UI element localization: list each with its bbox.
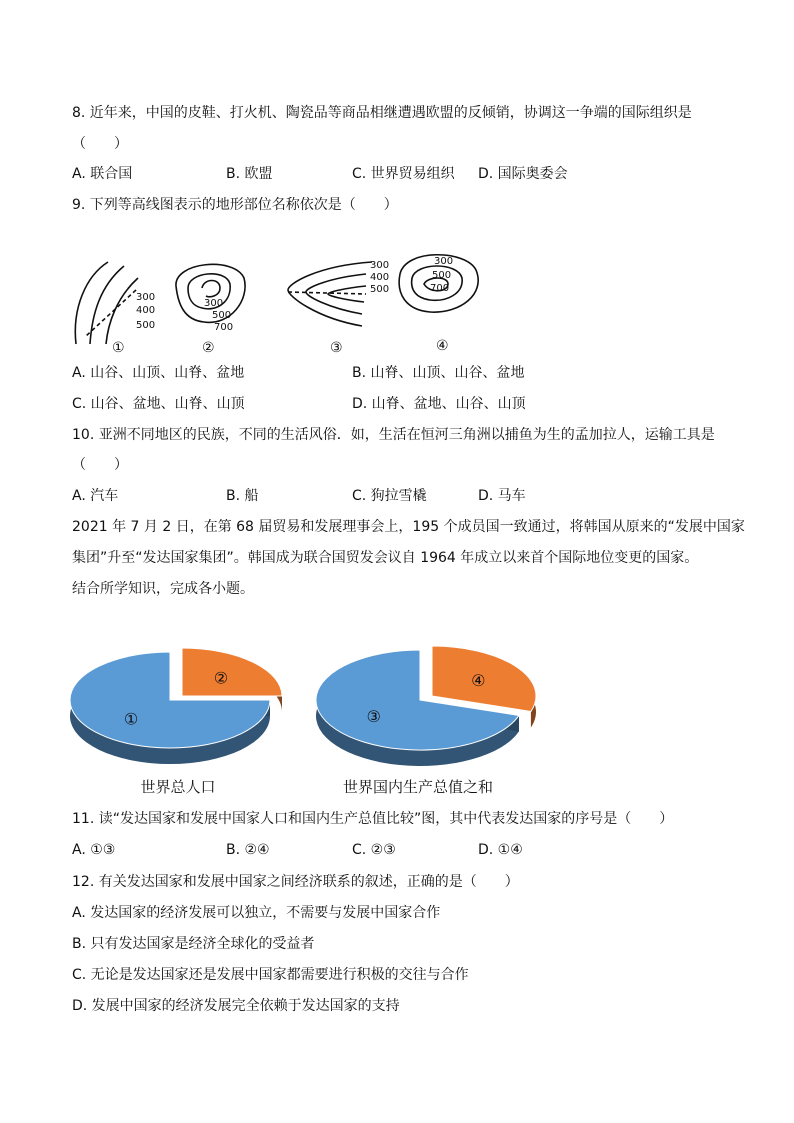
q9-option-d: D. 山脊、盆地、山谷、山顶 [352, 396, 526, 412]
q12-option-a: A. 发达国家的经济发展可以独立，不需要与发展中国家合作 [72, 905, 441, 921]
q8-option-c: C. 世界贸易组织 [352, 166, 455, 182]
passage-line-1: 2021 年 7 月 2 日，在第 68 届贸易和发展理事会上，195 个成员国一致通过，将韩国从原来的“发展中国家 [72, 519, 745, 535]
contour-2-label-700: 700 [214, 322, 234, 333]
pie-2-label-1: ③ [366, 707, 381, 727]
q12-option-b: B. 只有发达国家是经济全球化的受益者 [72, 936, 315, 952]
contour-3-label-400: 400 [370, 272, 390, 283]
contour-2-label-500: 500 [212, 310, 232, 321]
q12-option-d: D. 发展中国家的经济发展完全依赖于发达国家的支持 [72, 998, 400, 1014]
passage-line-2: 集团”升至“发达国家集团”。韩国成为联合国贸发会议自 1964 年成立以来首个国际地位变更的国家。 [72, 550, 699, 566]
q12-stem: 12. 有关发达国家和发展中国家之间经济联系的叙述，正确的是（ ） [72, 874, 519, 890]
q9-option-a: A. 山谷、山顶、山脊、盆地 [72, 365, 245, 381]
q8-option-b: B. 欧盟 [226, 166, 273, 182]
contour-1-label-400: 400 [136, 305, 156, 316]
q11-option-d: D. ①④ [478, 842, 523, 858]
contour-figure [66, 248, 506, 358]
contour-4-label-500: 500 [432, 270, 452, 281]
contour-fig-label-3: ③ [330, 340, 343, 356]
pie-chart-figure [60, 640, 560, 800]
pie-2-title: 世界国内生产总值之和 [342, 778, 494, 796]
pie-1-label-2: ② [213, 668, 229, 688]
q9-stem: 9. 下列等高线图表示的地形部位名称依次是（ ） [72, 197, 398, 213]
contour-1-label-300: 300 [136, 292, 156, 303]
q11-option-b: B. ②④ [226, 842, 270, 858]
contour-2-inner [202, 281, 220, 297]
q8-stem: 8. 近年来，中国的皮鞋、打火机、陶瓷品等商品相继遭遇欧盟的反倾销，协调这一争端的国际组织是 [72, 105, 692, 121]
q9-option-c: C. 山谷、盆地、山脊、山顶 [72, 396, 245, 412]
q9-option-b: B. 山脊、山顶、山谷、盆地 [352, 365, 525, 381]
contour-3-label-300: 300 [370, 260, 390, 271]
q10-option-b: B. 船 [226, 488, 259, 504]
pie-1-slice-2 [182, 648, 282, 696]
q11-stem: 11. 读“发达国家和发展中国家人口和国内生产总值比较”图，其中代表发达国家的序号是（ ） [72, 811, 674, 827]
q10-paren: （ ） [72, 457, 128, 473]
q8-paren: （ ） [72, 136, 128, 152]
pie-1-title: 世界总人口 [140, 778, 216, 796]
q11-option-a: A. ①③ [72, 842, 116, 858]
contour-fig-label-4: ④ [436, 338, 449, 354]
q10-option-c: C. 狗拉雪橇 [352, 488, 427, 504]
contour-3-mid [306, 274, 366, 314]
contour-1-line-c [106, 278, 138, 344]
q8-option-d: D. 国际奥委会 [478, 166, 568, 182]
q10-stem: 10. 亚洲不同地区的民族，不同的生活风俗．如，生活在恒河三角洲以捕鱼为生的孟加拉人，运输工具是 [72, 427, 715, 443]
contour-3-dash [288, 292, 366, 294]
contour-2-label-300: 300 [204, 298, 224, 309]
contour-3-label-500: 500 [370, 284, 390, 295]
passage-line-3: 结合所学知识，完成各小题。 [72, 581, 254, 597]
pie-2-label-2: ④ [471, 670, 486, 690]
pie-1-label-1: ① [123, 709, 139, 729]
q10-option-a: A. 汽车 [72, 488, 119, 504]
contour-4-label-700: 700 [430, 283, 450, 294]
q8-option-a: A. 联合国 [72, 166, 133, 182]
q12-option-c: C. 无论是发达国家还是发展中国家都需要进行积极的交往与合作 [72, 967, 469, 983]
q10-option-d: D. 马车 [478, 488, 526, 504]
contour-fig-label-2: ② [202, 340, 215, 356]
contour-4-label-300: 300 [434, 256, 454, 267]
contour-fig-label-1: ① [112, 340, 125, 356]
contour-1-label-500: 500 [136, 320, 156, 331]
contour-1-dash [86, 290, 136, 336]
q11-option-c: C. ②③ [352, 842, 396, 858]
